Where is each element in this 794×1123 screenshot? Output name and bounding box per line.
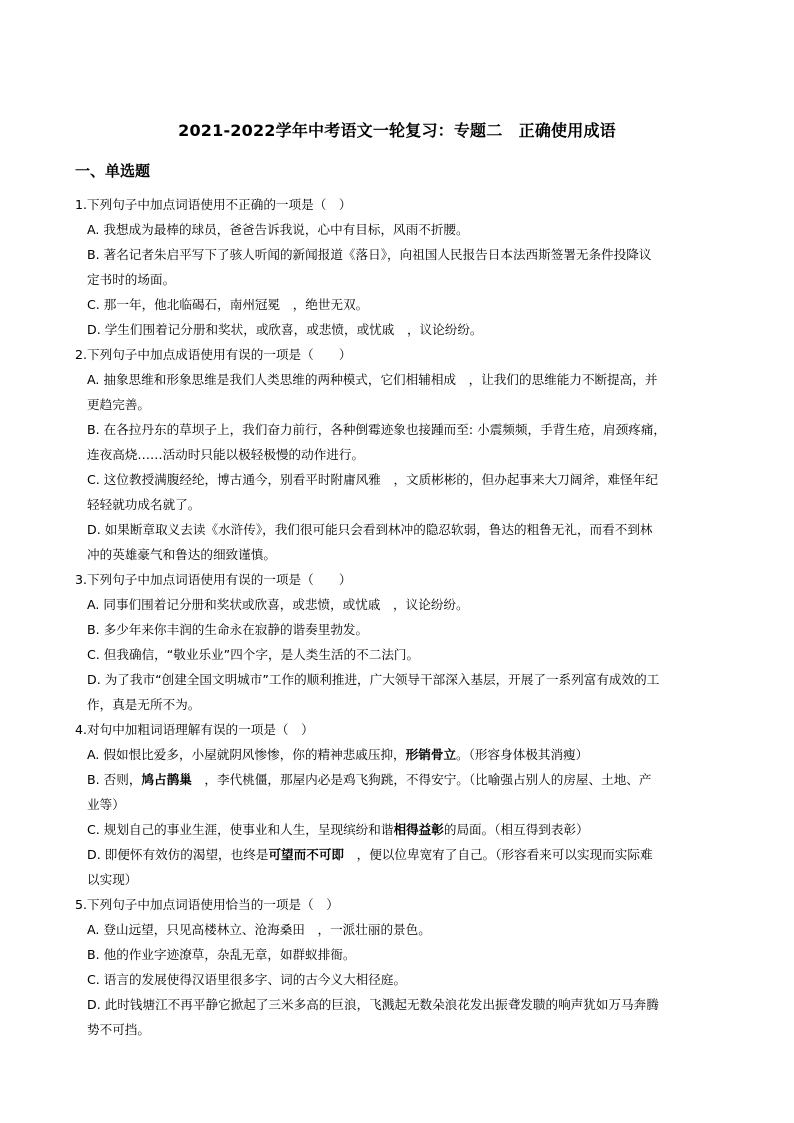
option-text: A. 同事们围着记分册和奖状或欣喜，或悲愤，或忧戚 ，议论纷纷。 <box>87 597 469 612</box>
option-text-segment: 的局面。（相互得到表彰） <box>443 822 589 837</box>
answer-option <box>75 592 725 617</box>
bold-idiom: 相得益彰 <box>393 822 444 837</box>
question-5 <box>75 892 725 1042</box>
answer-option <box>75 742 725 767</box>
option-text-segment: D. 即便怀有效仿的渴望，也终是 <box>87 847 269 862</box>
option-text-continued: 冲的英雄豪气和鲁达的细致谨慎。 <box>87 547 276 562</box>
option-text: C. 语言的发展使得汉语里很多字、词的古今义大相径庭。 <box>87 972 407 987</box>
option-text: D. 学生们围着记分册和奖状，或欣喜，或悲愤，或忧戚 ，议论纷纷。 <box>87 322 483 337</box>
option-text: A. 抽象思维和形象思维是我们人类思维的两种模式，它们相辅相成 ，让我们的思维能力不断提高，并 <box>87 372 658 387</box>
answer-option <box>75 367 725 417</box>
question-stem: 2.下列句子中加点成语使用有误的一项是（ ） <box>75 347 352 362</box>
option-text: B. 著名记者朱启平写下了骇人听闻的新闻报道《落日》，向祖国人民报告日本法西斯签署无条件投降议 <box>87 247 652 262</box>
option-text <box>87 767 725 792</box>
option-text-continued: 更趋完善。 <box>87 397 150 412</box>
option-text: A. 我想成为最棒的球员，爸爸告诉我说，心中有目标，风雨不折腰。 <box>87 222 469 237</box>
option-text-continued: 连夜高烧……活动时只能以极轻极慢的动作进行。 <box>87 447 365 462</box>
option-text: B. 在各拉丹东的草坝子上，我们奋力前行，各种倒霉迹象也接踵而至: 小震频频，手背生疮，肩颈疼痛， <box>87 422 667 437</box>
option-text-segment: ，李代桃僵，那屋内必是鸡飞狗跳，不得安宁。（比喻强占别人的房屋、土地、产 <box>191 772 652 787</box>
question-4 <box>75 717 725 892</box>
option-text-segment: B. 否则， <box>87 772 142 787</box>
question-list <box>75 192 725 1042</box>
question-1 <box>75 192 725 342</box>
question-2 <box>75 342 725 567</box>
section-heading: 一、单选题 <box>75 162 151 180</box>
answer-option <box>75 917 725 942</box>
option-text: C. 那一年，他北临碣石，南州冠冕 ，绝世无双。 <box>87 297 369 312</box>
answer-option <box>75 617 725 642</box>
option-text-segment: C. 规划自己的事业生涯，使事业和人生，呈现缤纷和谐 <box>87 822 394 837</box>
answer-option <box>75 667 725 717</box>
option-text <box>87 842 725 867</box>
option-text-continued: 以实现） <box>87 872 138 887</box>
answer-option <box>75 292 725 317</box>
option-text: A. 登山远望，只见高楼林立、沧海桑田 ，一派壮丽的景色。 <box>87 922 431 937</box>
question-3 <box>75 567 725 717</box>
question-stem: 1.下列句子中加点词语使用不正确的一项是（ ） <box>75 197 352 212</box>
option-text-continued: 定书时的场面。 <box>87 272 176 287</box>
option-text-continued: 作，真是无所不为。 <box>87 697 201 712</box>
bold-idiom: 可望而不可即 <box>268 847 344 862</box>
answer-option <box>75 817 725 842</box>
answer-option <box>75 242 725 292</box>
answer-option <box>75 967 725 992</box>
option-text-segment: 。（形容身体极其消瘦） <box>456 747 589 762</box>
document-title: 2021-2022学年中考语文一轮复习：专题二 正确使用成语 <box>178 121 616 140</box>
question-stem: 5.下列句子中加点词语使用恰当的一项是（ ） <box>75 897 339 912</box>
answer-option <box>75 217 725 242</box>
option-text: D. 如果断章取义去读《水浒传》，我们很可能只会看到林冲的隐忍软弱，鲁达的粗鲁无礼，而看不到林 <box>87 522 653 537</box>
bold-idiom: 鸠占鹊巢 <box>141 772 192 787</box>
option-text: B. 他的作业字迹潦草，杂乱无章，如群蚁排衙。 <box>87 947 356 962</box>
answer-option <box>75 317 725 342</box>
option-text: C. 但我确信，“敬业乐业”四个字，是人类生活的不二法门。 <box>87 647 420 662</box>
bold-idiom: 形销骨立 <box>405 747 457 762</box>
option-text-segment: ，便以位卑宽宥了自己。（形容看来可以实现而实际难 <box>344 847 653 862</box>
option-text <box>87 817 725 842</box>
answer-option <box>75 842 725 892</box>
option-text-continued: 势不可挡。 <box>87 1022 150 1037</box>
answer-option <box>75 417 725 467</box>
answer-option <box>75 767 725 817</box>
option-text-continued: 轻轻就功成名就了。 <box>87 497 201 512</box>
question-stem: 4.对句中加粗词语理解有误的一项是（ ） <box>75 722 314 737</box>
option-text-continued: 业等） <box>87 797 125 812</box>
answer-option <box>75 467 725 517</box>
option-text: D. 为了我市“创建全国文明城市”工作的顺利推进，广大领导干部深入基层，开展了一系列富有成效的工 <box>87 672 660 687</box>
option-text-segment: A. 假如恨比爱多，小屋就阴风惨惨，你的精神悲戚压抑， <box>87 747 406 762</box>
answer-option <box>75 942 725 967</box>
answer-option <box>75 642 725 667</box>
question-stem: 3.下列句子中加点词语使用有误的一项是（ ） <box>75 572 352 587</box>
answer-option <box>75 517 725 567</box>
option-text: B. 多少年来你丰润的生命永在寂静的谐奏里勃发。 <box>87 622 369 637</box>
option-text: D. 此时钱塘江不再平静它掀起了三米多高的巨浪，飞溅起无数朵浪花发出振聋发聩的响声犹如万马奔腾 <box>87 997 659 1012</box>
answer-option <box>75 992 725 1042</box>
option-text: C. 这位教授满腹经纶，博古通今，别看平时附庸风雅 ，文质彬彬的，但办起事来大刀阔斧，难怪年纪 <box>87 472 658 487</box>
option-text <box>87 742 725 767</box>
